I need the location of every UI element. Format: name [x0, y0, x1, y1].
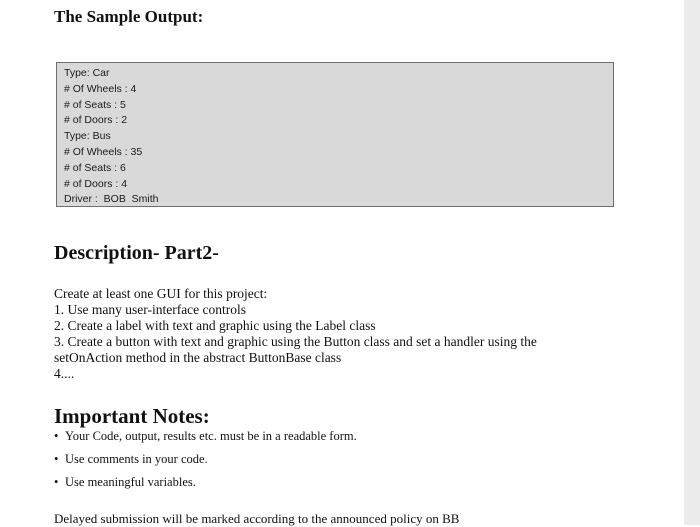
notes-list: [54, 428, 357, 497]
list-item: [54, 474, 357, 497]
description-line: setOnAction method in the abstract ButtonBase class: [54, 350, 342, 365]
bullet-icon: •: [54, 429, 59, 443]
sample-output-heading: The Sample Output:: [54, 7, 204, 26]
output-line: Driver : BOB Smith: [64, 193, 159, 206]
important-notes-heading: Important Notes:: [54, 404, 210, 428]
description-line: 4....: [54, 366, 75, 381]
output-line: Type: Car: [64, 67, 110, 79]
output-line: Type: Bus: [64, 130, 111, 143]
description-line: 3. Create a button with text and graphic using the Button class and set a handler using the: [54, 334, 537, 349]
list-item: [54, 451, 357, 474]
description-line: 1. Use many user-interface controls: [54, 302, 247, 317]
note-text: Use comments in your code.: [65, 452, 208, 466]
submission-policy-text: Delayed submission will be marked according to the announced policy on BB: [54, 511, 460, 526]
sample-output-box: [56, 62, 614, 207]
output-line: # Of Wheels : 35: [64, 145, 143, 158]
output-line: # Of Wheels : 4: [64, 82, 137, 95]
bullet-icon: •: [54, 452, 59, 466]
list-item: [54, 428, 357, 451]
description-text: [54, 286, 574, 382]
note-text: Use meaningful variables.: [65, 475, 196, 489]
output-line: # of Doors : 2: [64, 114, 128, 127]
description-heading: Description- Part2-: [54, 242, 219, 264]
page-margin: [684, 0, 700, 525]
description-line: Create at least one GUI for this project:: [54, 286, 268, 301]
bullet-icon: •: [54, 475, 59, 489]
output-line: # of Seats : 5: [64, 98, 126, 111]
description-line: 2. Create a label with text and graphic using the Label class: [54, 318, 376, 333]
output-line: # of Seats : 6: [64, 161, 126, 174]
note-text: Your Code, output, results etc. must be in a readable form.: [65, 429, 357, 443]
output-line: # of Doors : 4: [64, 177, 128, 190]
